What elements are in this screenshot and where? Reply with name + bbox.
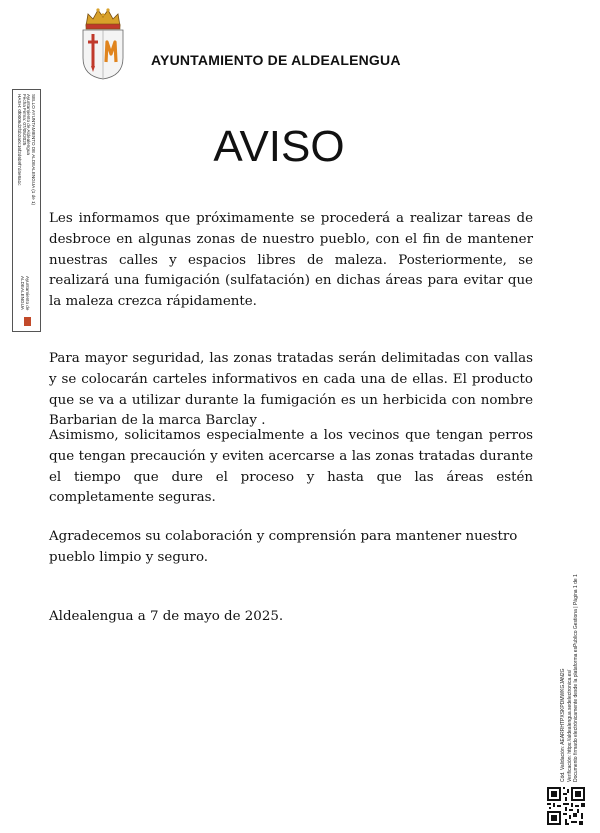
seal-line-5: Ayuntamiento de bbox=[25, 276, 30, 311]
title-text: AVISO bbox=[213, 122, 345, 171]
seal-line-4: HASH: 0f0006d2f1b2a0c16f2d6b9f7d4e8a1c bbox=[17, 94, 23, 186]
notice-paragraph-3: Asimismo, solicitamos especialmente a los vecinos que tengan perros que tengan precaución y eviten acercarse a las zonas tratadas durante el tiempo que dure el proceso y hasta que las áreas estén completamente seguras. bbox=[49, 428, 533, 506]
verification-url: Verificación: https://aldealengua.sedelectronica.es/ bbox=[566, 669, 573, 782]
page-title bbox=[0, 122, 558, 172]
qr-code-icon bbox=[547, 787, 585, 825]
place-date: Aldealengua a 7 de mayo de 2025. bbox=[49, 609, 284, 624]
verification-block bbox=[560, 522, 580, 782]
coat-of-arms-icon bbox=[80, 6, 126, 80]
seal-org-block bbox=[19, 276, 29, 336]
seal-logo-icon bbox=[24, 317, 31, 326]
notice-paragraph-2: Para mayor seguridad, las zonas tratadas serán delimitadas con vallas y se colocarán carteles informativos en cada una de ellas. El producto que se va a utilizar durante la fumigación es un herbicida con nombre Barbarian de la marca Barclay . bbox=[49, 351, 533, 429]
organization-name: AYUNTAMIENTO DE ALDEALENGUA bbox=[151, 52, 401, 68]
seal-line-1: SELLO AYUNTAMIENTO DE ALDEALENGUA (1 de 1) bbox=[31, 94, 36, 206]
electronic-seal-box bbox=[12, 89, 41, 332]
verification-code: Cód. Validación: AEARRHTPXSKPDMWKGJAN2G bbox=[560, 668, 566, 782]
verification-note: Documento firmado electrónicamente desde la plataforma esPublico Gestiona | Página 1 de 1 bbox=[573, 574, 579, 782]
seal-line-6: ALDEALENGUA bbox=[20, 276, 26, 310]
seal-line-2: Ayuntamiento de Aldealengua bbox=[26, 94, 32, 155]
seal-line-3: Fecha Firma: 07/05/2025 bbox=[21, 94, 27, 146]
notice-paragraph-4: Agradecemos su colaboración y comprensión para mantener nuestro pueblo limpio y seguro. bbox=[49, 529, 518, 565]
notice-paragraph-1: Les informamos que próximamente se procederá a realizar tareas de desbroce en algunas zonas de nuestro pueblo, con el fin de mantener nuestras calles y espacios libres de maleza. Posteriormente, se realizará una fumigación (sulfatación) en dichas áreas para evitar que la maleza crezca rápidamente. bbox=[49, 211, 533, 310]
